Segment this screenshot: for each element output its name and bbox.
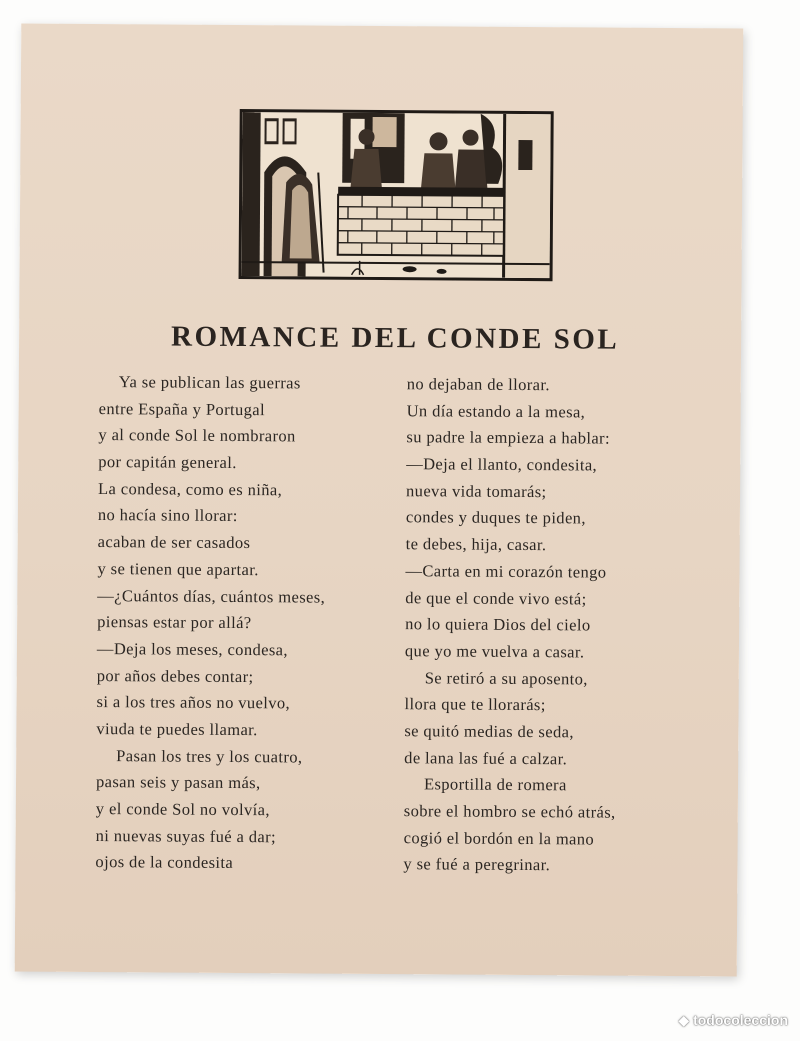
verse-line: —Deja los meses, condesa, (96, 638, 289, 660)
verse-line: y el conde Sol no volvía, (95, 799, 270, 820)
verse-line: no lo quiera Dios del cielo (405, 614, 591, 635)
verse-line: —Carta en mi corazón tengo (405, 560, 607, 582)
verse-line: Se retiró a su aposento, (424, 667, 588, 689)
verse-line: Esportilla de romera (423, 774, 567, 795)
verse-line: pasan seis y pasan más, (95, 772, 261, 793)
verse-line: te debes, hija, casar. (405, 534, 547, 555)
verse-line: que yo me vuelva a casar. (404, 641, 585, 662)
verse-line: —Deja el llanto, condesita, (406, 454, 598, 475)
paper-sheet (15, 23, 744, 976)
verse-line: y al conde Sol le nombraron (98, 425, 296, 446)
verse-line: entre España y Portugal (98, 398, 266, 419)
verse-line: sobre el hombro se echó atrás, (403, 801, 616, 822)
watermark (678, 1012, 788, 1029)
poem-right-column (403, 371, 618, 880)
verse-line: viuda te puedes llamar. (96, 718, 258, 740)
verse-line: de lana las fué a calzar. (404, 747, 568, 768)
verse-line: su padre la empieza a hablar: (406, 427, 611, 448)
verse-line: y se fué a peregrinar. (403, 854, 551, 875)
verse-line: se quitó medias de seda, (404, 721, 574, 742)
verse-line: llora que te llorarás; (404, 694, 546, 715)
poem-left-column (95, 369, 326, 878)
verse-line: no dejaban de llorar. (406, 374, 550, 395)
poem-title: ROMANCE DEL CONDE SOL (170, 320, 620, 356)
verse-line: cogió el bordón en la mano (403, 827, 595, 849)
verse-line: de que el conde vivo está; (405, 587, 587, 608)
watermark-text: todocoleccion (693, 1012, 788, 1028)
verse-line: acaban de ser casados (97, 532, 251, 553)
verse-line: Un día estando a la mesa, (406, 400, 586, 422)
verse-line: y se tienen que apartar. (97, 558, 259, 579)
verse-line: no hacía sino llorar: (97, 505, 238, 526)
verse-line: piensas estar por allá? (97, 612, 252, 633)
verse-line: ni nuevas suyas fué a dar; (95, 825, 277, 846)
verse-line: condes y duques te piden, (405, 507, 586, 528)
todocoleccion-logo-icon: ◆ (678, 1012, 690, 1028)
woodcut-illustration (239, 109, 554, 281)
verse-line: —¿Cuántos días, cuántos meses, (97, 585, 326, 607)
verse-line: si a los tres años no vuelvo, (96, 692, 291, 713)
verse-line: Pasan los tres y los cuatro, (116, 745, 303, 767)
verse-line: La condesa, como es niña, (98, 478, 283, 500)
verse-line: por capitán general. (98, 452, 237, 473)
verse-line: por años debes contar; (96, 665, 254, 686)
verse-line: nueva vida tomarás; (406, 480, 547, 501)
verse-line: ojos de la condesita (95, 852, 234, 873)
verse-line: Ya se publican las guerras (118, 372, 301, 393)
